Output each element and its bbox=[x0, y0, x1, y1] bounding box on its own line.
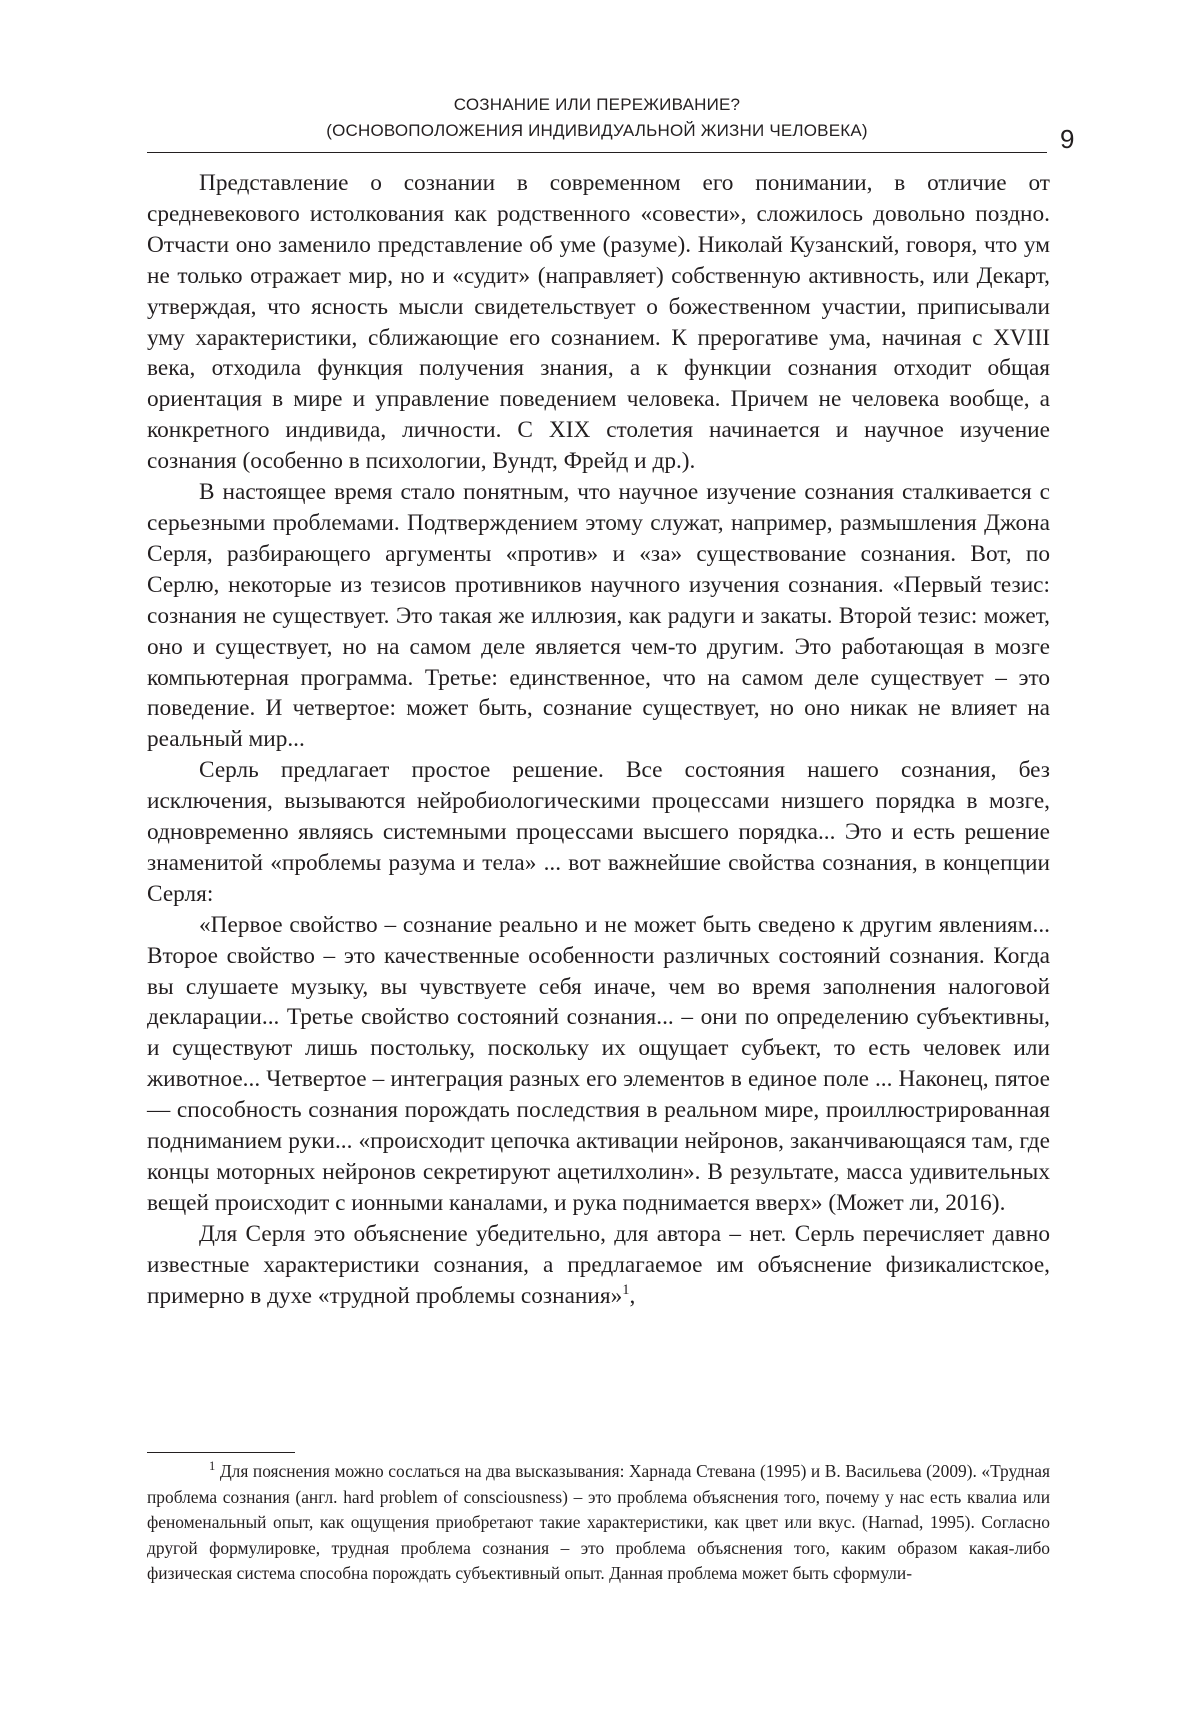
paragraph-5-text: Для Серля это объяснение убедительно, для автора – нет. Серль перечисляет давно известные характеристики сознания, а предлагаемое им объяснение физикалистское, примерно в духе «трудной проблемы сознания» bbox=[147, 1220, 1050, 1309]
running-header-line-2: (ОСНОВОПОЛОЖЕНИЯ ИНДИВИДУАЛЬНОЙ ЖИЗНИ ЧЕЛОВЕКА) bbox=[326, 121, 868, 140]
running-header bbox=[147, 92, 1047, 144]
footnote bbox=[147, 1459, 1050, 1587]
footnote-reference: 1 bbox=[622, 1281, 630, 1298]
paragraph-5 bbox=[147, 1219, 1050, 1312]
header-rule bbox=[147, 152, 1047, 153]
footnote-separator bbox=[147, 1452, 295, 1453]
footnote-text: Для пояснения можно сослаться на два высказывания: Харнада Стевана (1995) и В. Васильева (2009). «Трудная проблема сознания (англ. hard problem of consciousness) – это проблема объяснения того, почему у нас есть квалиа или феноменальный опыт, как ощущения приобретают такие характеристики, как цвет или вкус. (Harnad, 1995). Согласно другой формулировке, трудная проблема сознания – это проблема объяснения того, каким образом какая-либо физическая система способна порождать субъективный опыт. Данная проблема может быть сформули- bbox=[147, 1461, 1050, 1584]
footnote-paragraph bbox=[147, 1459, 1050, 1587]
running-header-line-1: СОЗНАНИЕ ИЛИ ПЕРЕЖИВАНИЕ? bbox=[453, 95, 741, 114]
paragraph-3: Серль предлагает простое решение. Все состояния нашего сознания, без исключения, вызываются нейробиологическими процессами низшего порядка в мозге, одновременно являясь системными процессами высшего порядка... Это и есть решение знаменитой «проблемы разума и тела» ... вот важнейшие свойства сознания, в концепции Серля: bbox=[147, 757, 1050, 907]
paragraph-4: «Первое свойство – сознание реально и не может быть сведено к другим явлениям... Второе свойство – это качественные особенности различных состояний сознания. Когда вы слушаете музыку, вы чувствуете себя иначе, чем во время заполнения налоговой декларации... Третье свойство состояний сознания... – они по определению субъективны, и существуют лишь постольку, поскольку их ощущает субъект, то есть человек или животное... Четвертое – интеграция разных его элементов в единое поле ... Наконец, пятое — способность сознания порождать последствия в реальном мире, проиллюстрированная подниманием руки... «происходит цепочка активации нейронов, заканчивающаяся там, где концы моторных нейронов секретируют ацетилхолин». В результате, масса удивительных вещей происходит с ионными каналами, и рука поднимается вверх» (Может ли, 2016). bbox=[147, 911, 1050, 1216]
paragraph-1: Представление о сознании в современном его понимании, в отличие от средневекового истолкования как родственного «совести», сложилось довольно поздно. Отчасти оно заменило представление об уме (разуме). Николай Кузанский, говоря, что ум не только отражает мир, но и «судит» (направляет) собственную активность, или Декарт, утверждая, что ясность мысли свидетельствует о божественном участии, приписывали уму характеристики, сближающие его сознанием. К прерогативе ума, начиная с XVIII века, отходила функция получения знания, а к функции сознания отходит общая ориентация в мире и управление поведением человека. Причем не человека вообще, а конкретного индивида, личности. С XIX столетия начинается и научное изучение сознания (особенно в психологии, Вундт, Фрейд и др.). bbox=[147, 170, 1050, 475]
page-number: 9 bbox=[1060, 124, 1075, 154]
footnote-marker: 1 bbox=[209, 1459, 216, 1474]
paragraph-5-tail: , bbox=[629, 1282, 636, 1309]
paragraph-2: В настоящее время стало понятным, что научное изучение сознания сталкивается с серьезными проблемами. Подтверждением этому служат, например, размышления Джона Серля, разбирающего аргументы «против» и «за» существование сознания. Вот, по Серлю, некоторые из тезисов противников научного изучения сознания. «Первый тезис: сознания не существует. Это такая же иллюзия, как радуги и закаты. Второй тезис: может, оно и существует, но на самом деле является чем-то другим. Это работающая в мозге компьютерная программа. Третье: единственное, что на самом деле существует – это поведение. И четвертое: может быть, сознание существует, но оно никак не влияет на реальный мир... bbox=[147, 479, 1050, 753]
main-text bbox=[147, 168, 1050, 1312]
